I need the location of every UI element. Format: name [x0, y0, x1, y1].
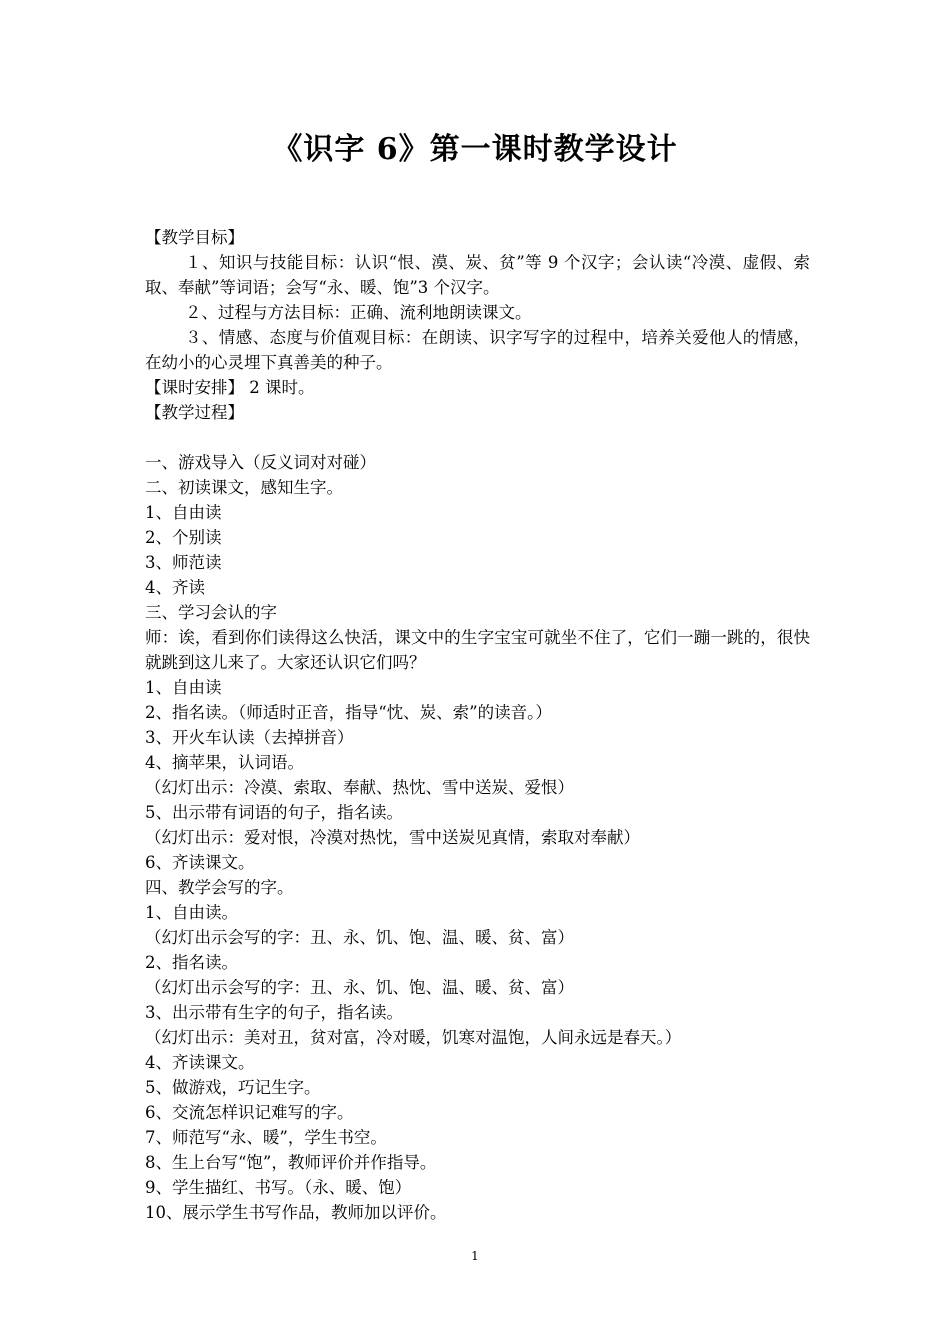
process-line: 一、游戏导入（反义词对对碰） — [145, 453, 376, 472]
process-line: 7、师范写“永、暖”，学生书空。 — [145, 1128, 387, 1147]
process-line: （幻灯出示：爱对恨，冷漠对热忱，雪中送炭见真情，索取对奉献） — [145, 828, 640, 847]
goals-heading: 【教学目标】 — [145, 228, 244, 247]
schedule-line: 【课时安排】 2 课时。 — [145, 378, 315, 397]
process-line: 2、个别读 — [145, 528, 222, 547]
process-line: 1、自由读。 — [145, 903, 238, 922]
blank-line — [145, 425, 810, 450]
page-number: 1 — [471, 1249, 479, 1263]
process-line: 5、出示带有词语的句子，指名读。 — [145, 803, 403, 822]
process-line: 4、齐读 — [145, 578, 205, 597]
process-line: 2、指名读。（师适时正音，指导“忱、炭、索”的读音。） — [145, 703, 552, 722]
process-line: 四、教学会写的字。 — [145, 878, 294, 897]
process-line: 1、自由读 — [145, 503, 222, 522]
process-line: （幻灯出示会写的字：丑、永、饥、饱、温、暖、贫、富） — [145, 978, 574, 997]
document-body — [145, 225, 810, 1225]
process-line: 5、做游戏，巧记生字。 — [145, 1078, 321, 1097]
process-line: 2、指名读。 — [145, 953, 238, 972]
process-line: 4、摘苹果，认词语。 — [145, 753, 304, 772]
goal-item-1: １、知识与技能目标：认识“恨、漠、炭、贫”等 9 个汉字；会认读“冷漠、虚假、索取、奉献”等词语；会写“永、暖、饱”3 个汉字。 — [145, 253, 810, 297]
process-line: 二、初读课文，感知生字。 — [145, 478, 343, 497]
process-line: （幻灯出示：美对丑，贫对富，冷对暖，饥寒对温饱，人间永远是春天。） — [145, 1028, 682, 1047]
teacher-paragraph: 师：诶，看到你们读得这么快活，课文中的生字宝宝可就坐不住了，它们一蹦一跳的，很快就跳到这儿来了。大家还认识它们吗？ — [145, 628, 810, 672]
process-line: 三、学习会认的字 — [145, 603, 277, 622]
process-heading: 【教学过程】 — [145, 403, 244, 422]
process-line: （幻灯出示会写的字：丑、永、饥、饱、温、暖、贫、富） — [145, 928, 574, 947]
process-line: 4、齐读课文。 — [145, 1053, 255, 1072]
process-line: 8、生上台写“饱”，教师评价并作指导。 — [145, 1153, 437, 1172]
process-line: 10、展示学生书写作品，教师加以评价。 — [145, 1203, 447, 1222]
process-line: 1、自由读 — [145, 678, 222, 697]
process-line: 6、交流怎样识记难写的字。 — [145, 1103, 354, 1122]
document-title: 《识字 6》第一课时教学设计 — [272, 132, 678, 167]
process-line: （幻灯出示：冷漠、索取、奉献、热忱、雪中送炭、爱恨） — [145, 778, 574, 797]
goal-item-2: ２、过程与方法目标：正确、流利地朗读课文。 — [185, 303, 532, 322]
process-line: 6、齐读课文。 — [145, 853, 255, 872]
process-line: 3、出示带有生字的句子，指名读。 — [145, 1003, 403, 1022]
process-line: 3、开火车认读（去掉拼音） — [145, 728, 354, 747]
process-line: 3、师范读 — [145, 553, 222, 572]
process-line: 9、学生描红、书写。（永、暖、饱） — [145, 1178, 412, 1197]
goal-item-3: ３、情感、态度与价值观目标：在朗读、识字写字的过程中，培养关爱他人的情感，在幼小的心灵埋下真善美的种子。 — [145, 328, 810, 372]
